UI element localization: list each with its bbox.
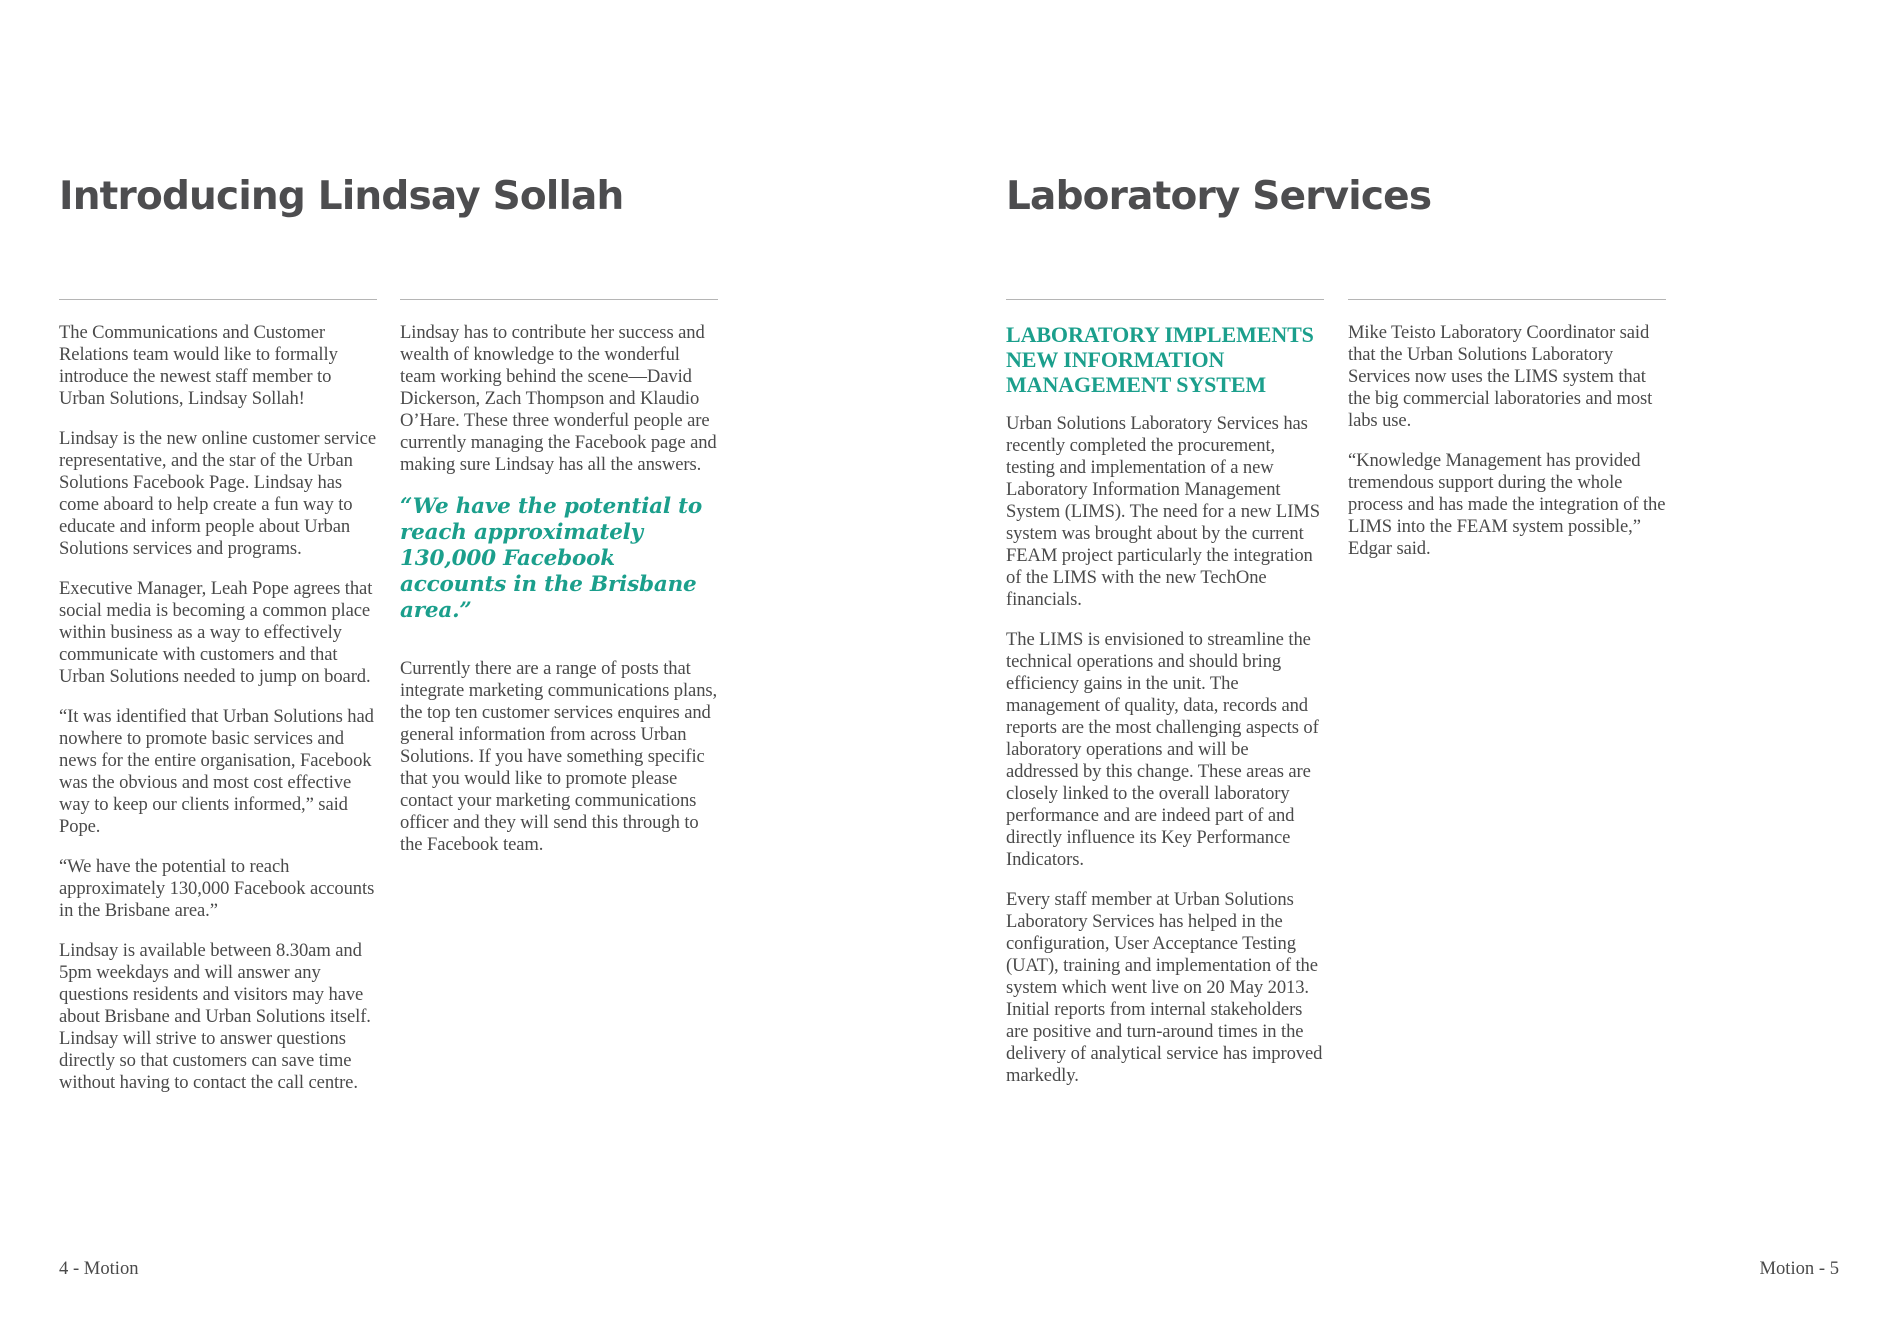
page-number-left: 4 - Motion xyxy=(59,1258,139,1279)
body-paragraph: Lindsay is available between 8.30am and 5pm weekdays and will answer any questions residents and visitors may have about Brisbane and Urban Solutions itself. Lindsay will strive to answer questions directly so that customers can save time without having to contact the call centre. xyxy=(59,940,371,1093)
body-paragraph: Lindsay has to contribute her success and wealth of knowledge to the wonderful team working behind the scene—David Dickerson, Zach Thompson and Klaudio O’Hare. These three wonderful people are currently managing the Facebook page and making sure Lindsay has all the answers. xyxy=(400,322,717,475)
left-column-1 xyxy=(59,299,377,1112)
body-paragraph: “We have the potential to reach approximately 130,000 Facebook accounts in the Brisbane area.” xyxy=(59,856,375,921)
section-subheading: LABORATORY IMPLEMENTS NEW INFORMATION MANAGEMENT SYSTEM xyxy=(1006,322,1314,397)
right-column-1 xyxy=(1006,299,1324,1105)
body-paragraph: Mike Teisto Laboratory Coordinator said that the Urban Solutions Laboratory Services now uses the LIMS system that the big commercial laboratories and most labs use. xyxy=(1348,322,1653,431)
page-title-left: Introducing Lindsay Sollah xyxy=(59,174,624,219)
body-paragraph: Currently there are a range of posts that integrate marketing communications plans, the top ten customer services enquires and general information from across Urban Solutions. If you have something specific that you would like to promote please contact your marketing communications officer and they will send this through to the Facebook team. xyxy=(400,658,718,855)
page-number-right: Motion - 5 xyxy=(1759,1258,1839,1279)
body-paragraph: “Knowledge Management has provided tremendous support during the whole process and has made the integration of the LIMS into the FEAM system possible,” Edgar said. xyxy=(1348,450,1666,559)
body-paragraph: Executive Manager, Leah Pope agrees that social media is becoming a common place within business as a way to effectively communicate with customers and that Urban Solutions needed to jump on board. xyxy=(59,578,373,687)
right-column-2 xyxy=(1348,299,1666,578)
left-column-2 xyxy=(400,299,718,874)
body-paragraph: Urban Solutions Laboratory Services has recently completed the procurement, testing and implementation of a new Laboratory Information Management System (LIMS). The need for a new LIMS system was brought about by the current FEAM project particularly the integration of the LIMS with the new TechOne financials. xyxy=(1006,413,1320,610)
body-paragraph: Lindsay is the new online customer service representative, and the star of the Urban Solutions Facebook Page. Lindsay has come aboard to help create a fun way to educate and inform people about Urban Solutions services and programs. xyxy=(59,428,376,559)
body-paragraph: “It was identified that Urban Solutions had nowhere to promote basic services and news for the entire organisation, Facebook was the obvious and most cost effective way to keep our clients informed,” said Pope. xyxy=(59,706,374,837)
body-paragraph: The Communications and Customer Relations team would like to formally introduce the newest staff member to Urban Solutions, Lindsay Sollah! xyxy=(59,322,338,409)
body-paragraph: The LIMS is envisioned to streamline the technical operations and should bring efficiency gains in the unit. The management of quality, data, records and reports are the most challenging aspects of laboratory operations and will be addressed by this change. These areas are closely linked to the overall laboratory performance and are indeed part of and directly influence its Key Performance Indicators. xyxy=(1006,629,1319,870)
body-paragraph: Every staff member at Urban Solutions Laboratory Services has helped in the configuration, User Acceptance Testing (UAT), training and implementation of the system which went live on 20 May 2013. Initial reports from internal stakeholders are positive and turn-around times in the delivery of analytical service has improved markedly. xyxy=(1006,889,1323,1086)
pull-quote: “We have the potential to reach approximately 130,000 Facebook accounts in the Brisbane area.” xyxy=(400,494,703,623)
page-title-right: Laboratory Services xyxy=(1006,174,1432,219)
